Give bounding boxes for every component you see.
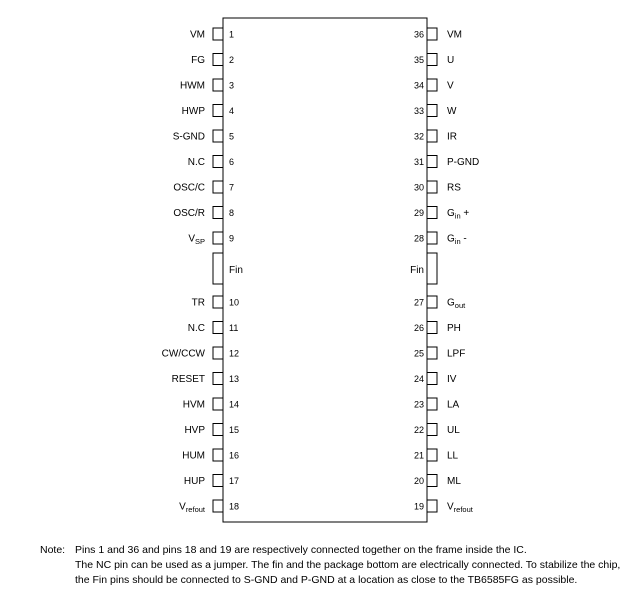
- pin-name-10: TR: [191, 297, 205, 309]
- pin-lead-35: [427, 54, 437, 66]
- right-pin-34: [414, 79, 454, 92]
- pin-name-22: UL: [447, 425, 460, 436]
- pin-number-24: 24: [413, 374, 424, 384]
- pin-number-1: 1: [229, 29, 235, 40]
- pin-name-33: W: [447, 106, 457, 117]
- pin-name-17: HUP: [183, 476, 205, 487]
- note-lead: Note:: [40, 544, 66, 556]
- pin-number-5: 5: [229, 131, 235, 142]
- pin-name-6: N.C: [187, 157, 205, 168]
- pin-lead-25: [427, 347, 437, 359]
- left-pin-16: [182, 449, 239, 462]
- pin-lead-26: [427, 322, 437, 334]
- pin-lead-7: [213, 181, 223, 193]
- pin-lead-2: [213, 54, 223, 66]
- pin-lead-14: [213, 398, 223, 410]
- pin-number-2: 2: [229, 55, 235, 65]
- pin-number-21: 21: [413, 450, 424, 461]
- pin-name-19: $V_{refout}$: [447, 501, 473, 514]
- pin-lead-31: [427, 156, 437, 168]
- right-pin-33: [414, 105, 457, 118]
- pin-lead-15: [213, 424, 223, 436]
- pin-number-7: 7: [229, 182, 235, 193]
- pin-number-13: 13: [229, 374, 240, 384]
- right-pin-20: [414, 475, 461, 488]
- pin-name-3: HWM: [180, 80, 205, 92]
- pin-name-24: IV: [447, 374, 457, 385]
- pin-name-2: FG: [191, 55, 205, 66]
- note-line-2: The NC pin can be used as a jumper. The fin and the package bottom are electrically connected. To stabilize the chip, the Fin pins should be connected to S-GND and P-GND at a location as close to the TB6585FG as possible.: [75, 559, 621, 586]
- right-pin-23: [414, 398, 460, 411]
- pin-name-9: $V_{SP}$: [188, 233, 205, 246]
- pin-lead-4: [213, 105, 223, 117]
- pin-number-36: 36: [413, 29, 424, 40]
- left-pin-17: [184, 475, 239, 488]
- pin-name-13: RESET: [171, 374, 205, 385]
- pin-number-26: 26: [413, 323, 424, 333]
- pin-number-18: 18: [229, 501, 240, 512]
- fin-right-label: Fin: [410, 265, 424, 276]
- pin-name-20: ML: [447, 476, 461, 487]
- pin-lead-3: [213, 79, 223, 91]
- pin-name-14: HVM: [182, 399, 205, 411]
- pin-number-35: 35: [413, 55, 424, 65]
- pin-number-16: 16: [229, 450, 240, 461]
- pin-lead-30: [427, 181, 437, 193]
- right-pin-32: [414, 130, 457, 143]
- right-pin-21: [414, 449, 459, 462]
- fin-left-pin: [213, 253, 223, 284]
- ic-package-body: [223, 18, 427, 522]
- right-pin-35: [414, 54, 454, 67]
- pin-lead-36: [427, 28, 437, 40]
- pin-number-6: 6: [229, 157, 235, 167]
- pin-number-17: 17: [229, 476, 240, 486]
- left-pin-13: [172, 373, 239, 386]
- right-pin-25: [414, 347, 465, 360]
- pin-name-21: LL: [447, 450, 459, 462]
- pin-number-3: 3: [229, 80, 235, 91]
- pin-name-16: HUM: [182, 450, 205, 462]
- pin-number-25: 25: [413, 348, 424, 359]
- left-pin-10: [192, 296, 239, 309]
- pin-lead-28: [427, 232, 437, 244]
- pin-lead-20: [427, 475, 437, 487]
- pin-number-14: 14: [229, 399, 240, 410]
- pin-name-15: HVP: [184, 425, 205, 436]
- pin-lead-27: [427, 296, 437, 308]
- pin-lead-1: [213, 28, 223, 40]
- pin-name-32: IR: [447, 131, 457, 143]
- fin-right-pin: [427, 253, 437, 284]
- pin-number-11: 11: [229, 323, 239, 333]
- fin-left-label: Fin: [229, 265, 243, 276]
- pin-number-34: 34: [413, 80, 424, 91]
- pin-lead-23: [427, 398, 437, 410]
- pin-number-29: 29: [413, 208, 424, 218]
- pin-name-18: $V_{refout}$: [179, 501, 205, 514]
- pin-name-25: LPF: [447, 348, 466, 360]
- left-pin-11: [188, 322, 239, 335]
- pin-number-27: 27: [413, 297, 424, 308]
- pin-name-11: N.C: [187, 323, 205, 334]
- pin-number-30: 30: [413, 182, 424, 193]
- pin-number-19: 19: [413, 501, 424, 512]
- pin-number-28: 28: [413, 233, 424, 244]
- right-pin-24: [414, 373, 457, 386]
- pin-number-15: 15: [229, 425, 240, 435]
- pin-number-10: 10: [229, 297, 240, 308]
- pin-lead-29: [427, 207, 437, 219]
- right-pin-22: [414, 424, 460, 437]
- pin-name-5: S-GND: [172, 131, 205, 143]
- pin-name-27: $G_{out}$: [447, 297, 466, 310]
- pin-lead-11: [213, 322, 223, 334]
- pin-lead-6: [213, 156, 223, 168]
- pin-name-7: OSC/C: [173, 182, 205, 194]
- pin-lead-16: [213, 449, 223, 461]
- pin-number-8: 8: [229, 208, 235, 218]
- note-line-1: Pins 1 and 36 and pins 18 and 19 are respectively connected together on the frame inside the IC.: [75, 544, 527, 556]
- pin-lead-13: [213, 373, 223, 385]
- pin-lead-5: [213, 130, 223, 142]
- right-pin-26: [414, 322, 461, 335]
- right-pin-31: [414, 156, 479, 169]
- pin-name-36: VM: [447, 29, 462, 41]
- pin-lead-24: [427, 373, 437, 385]
- left-pin-15: [184, 424, 239, 437]
- pin-lead-19: [427, 500, 437, 512]
- pin-lead-21: [427, 449, 437, 461]
- pin-name-29: $G_{in}$ +: [447, 208, 470, 221]
- pin-number-32: 32: [413, 131, 424, 142]
- pin-name-8: OSC/R: [173, 208, 205, 219]
- pin-name-28: $G_{in}$ -: [447, 233, 467, 246]
- pin-lead-18: [213, 500, 223, 512]
- pin-lead-9: [213, 232, 223, 244]
- pin-number-23: 23: [413, 399, 424, 410]
- pin-name-23: LA: [447, 399, 460, 411]
- pin-name-35: U: [447, 55, 455, 66]
- pin-name-4: HWP: [181, 106, 205, 117]
- right-pin-30: [414, 181, 461, 194]
- pin-lead-22: [427, 424, 437, 436]
- pin-number-20: 20: [413, 476, 424, 486]
- pin-name-12: CW/CCW: [161, 348, 205, 360]
- pin-lead-33: [427, 105, 437, 117]
- pin-name-26: PH: [447, 323, 461, 334]
- pin-number-31: 31: [413, 157, 424, 167]
- pin-name-31: P-GND: [447, 157, 480, 168]
- pin-name-34: V: [447, 80, 454, 92]
- pin-lead-12: [213, 347, 223, 359]
- right-pin-36: [414, 28, 462, 41]
- left-pin-14: [183, 398, 239, 411]
- pin-name-30: RS: [447, 182, 461, 194]
- pin-lead-17: [213, 475, 223, 487]
- pin-lead-32: [427, 130, 437, 142]
- pin-lead-8: [213, 207, 223, 219]
- pin-number-9: 9: [229, 233, 235, 244]
- pin-lead-34: [427, 79, 437, 91]
- pin-number-33: 33: [413, 106, 424, 116]
- pin-lead-10: [213, 296, 223, 308]
- pin-number-4: 4: [229, 106, 235, 116]
- note-body: [75, 543, 635, 588]
- pin-name-1: VM: [190, 29, 205, 41]
- pin-number-12: 12: [229, 348, 240, 359]
- pin-number-22: 22: [413, 425, 424, 435]
